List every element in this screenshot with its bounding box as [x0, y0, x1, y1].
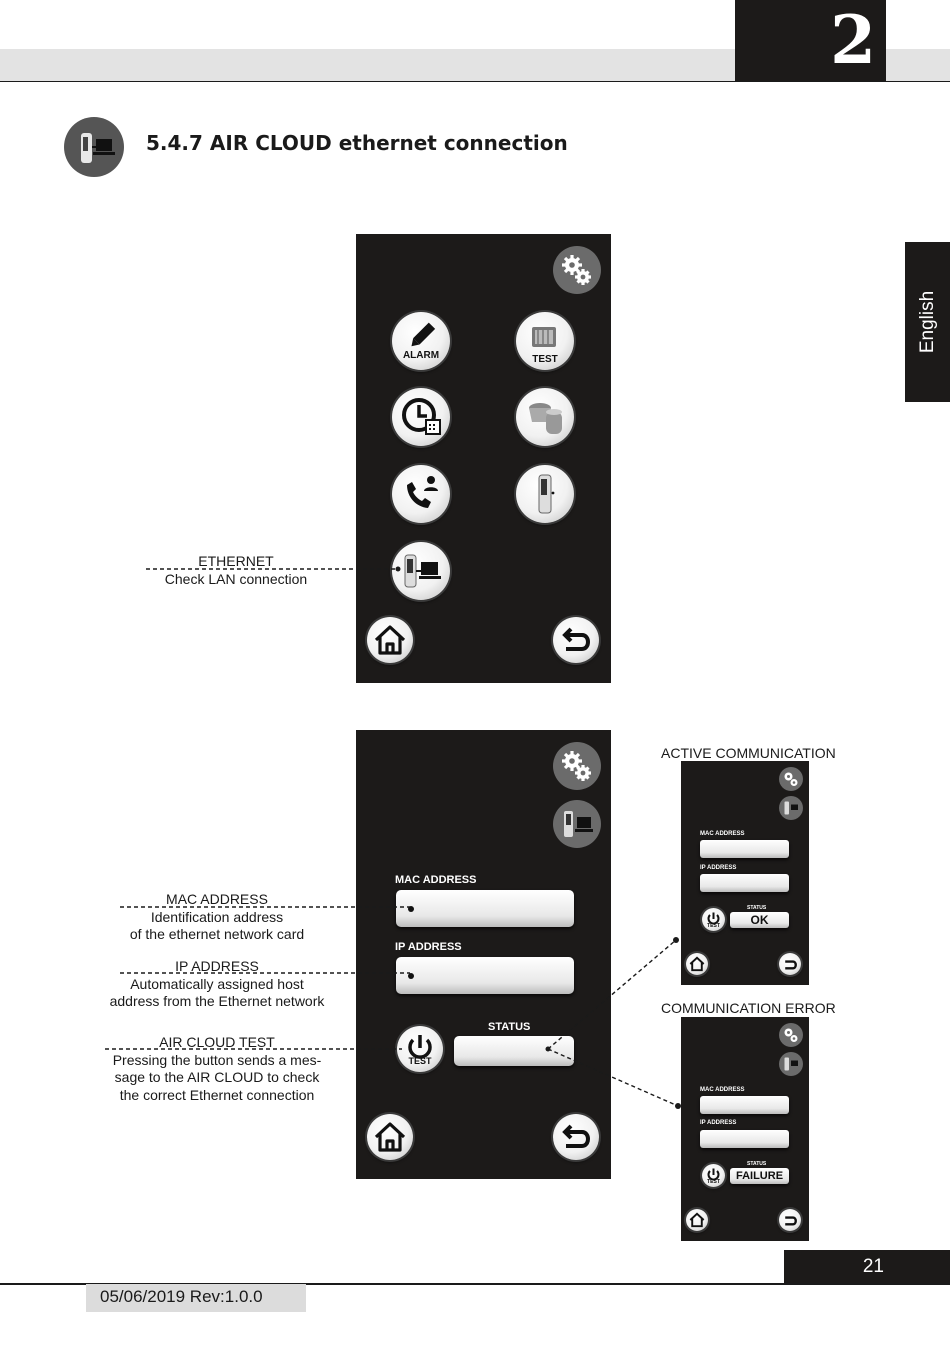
test-caption: TEST [408, 1056, 432, 1066]
mac-callout-line1: Identification address [150, 908, 284, 925]
ip-callout-title: IP ADDRESS [175, 958, 259, 974]
status-label: STATUS [488, 1021, 531, 1033]
mac-callout-line2: of the ethernet network card [129, 926, 305, 942]
ip-callout-line1: Automatically assigned host [130, 975, 304, 992]
chapter-number: 2 [735, 0, 886, 81]
test-callout-title: AIR CLOUD TEST [159, 1034, 275, 1050]
alarm-caption: ALARM [402, 350, 440, 361]
active-communication-heading: ACTIVE COMMUNICATION [661, 745, 836, 761]
ip-callout-line2: address from the Ethernet network [109, 993, 325, 1009]
mac-address-label: MAC ADDRESS [395, 874, 477, 886]
revision-label: 05/06/2019 Rev:1.0.0 [86, 1284, 306, 1312]
mini-test-caption: TEST [707, 923, 720, 929]
test-caption: TEST [532, 354, 558, 365]
section-title: 5.4.7 AIR CLOUD ethernet connection [146, 131, 568, 155]
ip-address-label: IP ADDRESS [395, 941, 462, 953]
test-callout-line3: the correct Ethernet connection [119, 1086, 315, 1103]
language-tab-label: English [916, 290, 938, 354]
ethernet-callout-desc: Check LAN connection [164, 570, 308, 587]
page-number: 21 [784, 1250, 950, 1284]
mac-callout-title: MAC ADDRESS [166, 891, 268, 907]
ethernet-callout-title: ETHERNET [198, 553, 274, 569]
communication-error-heading: COMMUNICATION ERROR [661, 1000, 836, 1016]
mini-mac-label: MAC ADDRESS [700, 831, 745, 837]
mini-ip-label: IP ADDRESS [700, 1120, 737, 1126]
mini-status-label: STATUS [747, 905, 767, 911]
mini-test-caption: TEST [707, 1179, 720, 1185]
test-callout-line2: sage to the AIR CLOUD to check [114, 1069, 320, 1085]
test-callout-line1: Pressing the button sends a mes- [112, 1051, 322, 1068]
mini-mac-label: MAC ADDRESS [700, 1087, 745, 1093]
mini-ip-label: IP ADDRESS [700, 865, 737, 871]
status-failure-value: FAILURE [735, 1170, 784, 1182]
status-ok-value: OK [750, 913, 769, 927]
mini-status-label: STATUS [747, 1161, 767, 1167]
